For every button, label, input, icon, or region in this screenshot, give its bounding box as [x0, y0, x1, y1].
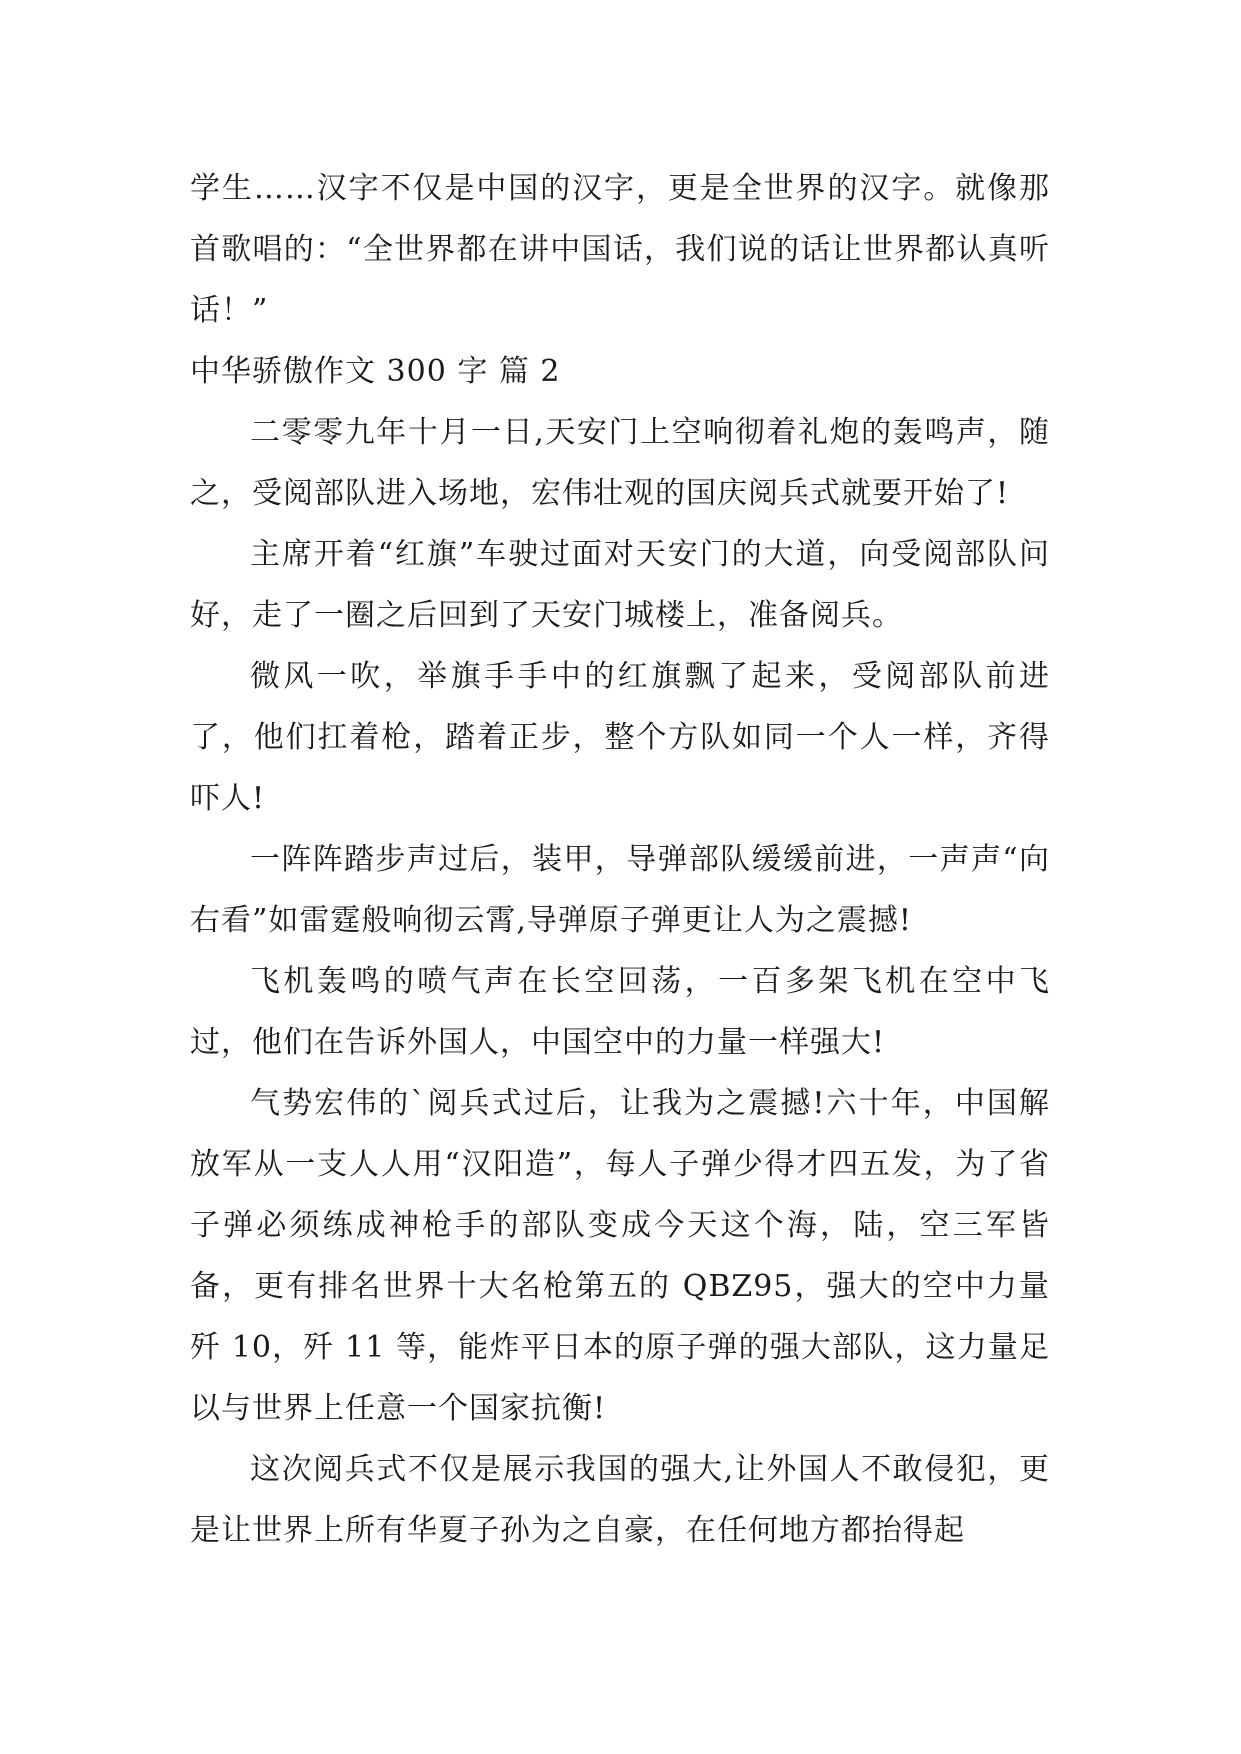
continuation-paragraph: 学生……汉字不仅是中国的汉字，更是全世界的汉字。就像那首歌唱的：“全世界都在讲中国话，我们说的话让世界都认真听话！” — [190, 171, 1050, 328]
section-heading: 中华骄傲作文 300 字 篇 2 — [190, 354, 561, 389]
paragraph-6: 气势宏伟的`阅兵式过后，让我为之震撼!六十年，中国解放军从一支人人用“汉阳造”，每人子弹少得才四五发，为了省子弹必须练成神枪手的部队变成今天这个海，陆，空三军皆备，更有排名世界十大名枪第五的 QBZ95，强大的空中力量歼 10，歼 11 等，能炸平日本的原子弹的强大部队，这力量足以与世界上任意一个国家抗衡! — [190, 1086, 1050, 1426]
paragraph-5: 飞机轰鸣的喷气声在长空回荡，一百多架飞机在空中飞过，他们在告诉外国人，中国空中的力量一样强大! — [190, 964, 1050, 1060]
paragraph-1: 二零零九年十月一日,天安门上空响彻着礼炮的轰鸣声，随之，受阅部队进入场地，宏伟壮观的国庆阅兵式就要开始了! — [190, 415, 1050, 511]
paragraph-4: 一阵阵踏步声过后，装甲，导弹部队缓缓前进，一声声“向右看”如雷霆般响彻云霄,导弹原子弹更让人为之震撼! — [190, 842, 1050, 938]
paragraph-2: 主席开着“红旗”车驶过面对天安门的大道，向受阅部队问好，走了一圈之后回到了天安门城楼上，准备阅兵。 — [190, 537, 1050, 633]
document-body — [190, 158, 1050, 1561]
paragraph-3: 微风一吹，举旗手手中的红旗飘了起来，受阅部队前进了，他们扛着枪，踏着正步，整个方队如同一个人一样，齐得吓人! — [190, 659, 1050, 816]
paragraph-7: 这次阅兵式不仅是展示我国的强大,让外国人不敢侵犯，更是让世界上所有华夏子孙为之自豪，在任何地方都抬得起 — [190, 1452, 1050, 1548]
